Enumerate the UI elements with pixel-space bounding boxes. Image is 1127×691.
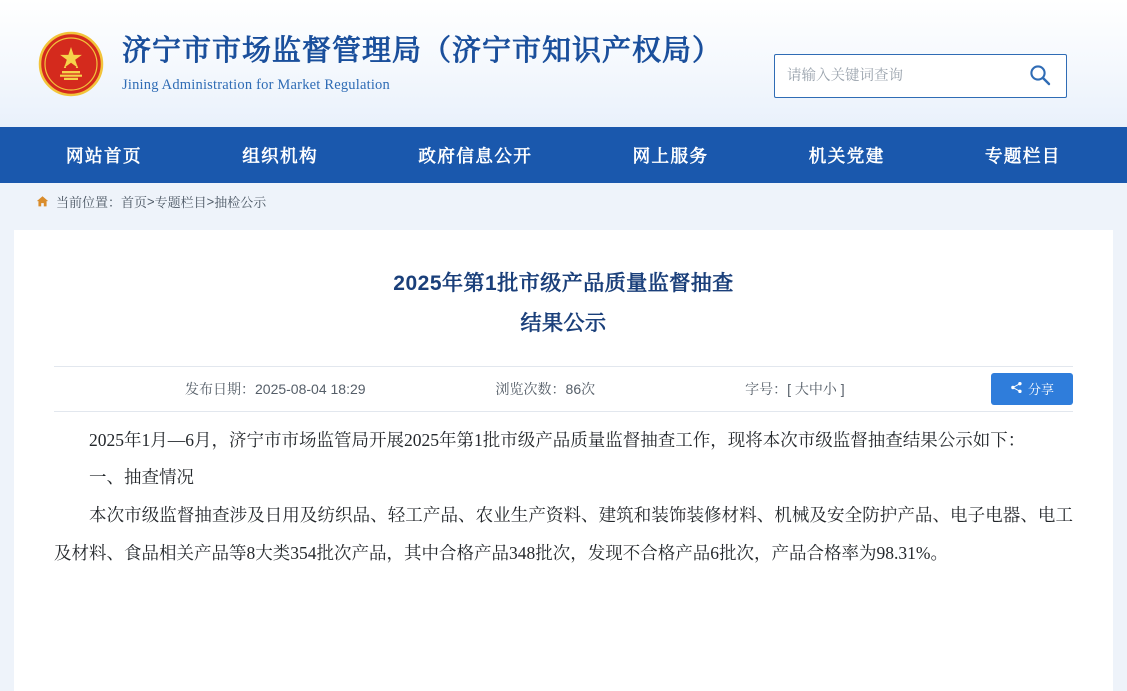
site-title-en: Jining Administration for Market Regulation xyxy=(122,76,390,93)
breadcrumb-item-current: 抽检公示 xyxy=(214,195,267,210)
nav-item-topics[interactable]: 专题栏目 xyxy=(984,145,1061,166)
search-input[interactable] xyxy=(775,55,1014,97)
search-icon xyxy=(1028,63,1052,90)
national-emblem-icon xyxy=(38,31,104,97)
main-nav xyxy=(0,127,1127,183)
share-button[interactable] xyxy=(991,373,1073,405)
breadcrumb-item-topics[interactable]: 专题栏目 xyxy=(154,195,207,210)
article-paragraph-2: 一、抽查情况 xyxy=(89,467,194,488)
article-paragraph-3: 本次市级监督抽查涉及日用及纺织品、轻工产品、农业生产资料、建筑和装饰装修材料、机械及安全防护产品、电子电器、电工及材料、食品相关产品等8大类354批次产品，其中合格产品348批次，发现不合格产品6批次，产品合格率为98.31%。 xyxy=(54,505,1073,563)
article-body xyxy=(54,422,1073,573)
article-paragraph-1: 2025年1月—6月，济宁市市场监管局开展2025年第1批市级产品质量监督抽查工作，现将本次市级监督抽查结果公示如下： xyxy=(89,429,1026,450)
page-title-line1: 2025年第1批市级产品质量监督抽查 xyxy=(393,272,734,295)
page-title-line2: 结果公示 xyxy=(520,311,607,335)
nav-item-home[interactable]: 网站首页 xyxy=(66,145,142,166)
breadcrumb-separator-1: > xyxy=(147,194,155,209)
breadcrumb-item-home[interactable]: 首页 xyxy=(121,195,148,210)
views-label: 浏览次数： xyxy=(495,380,566,397)
breadcrumb xyxy=(0,183,1127,220)
article-meta-bar xyxy=(54,366,1073,412)
nav-item-online[interactable]: 网上服务 xyxy=(632,145,709,166)
site-title-cn: 济宁市市场监督管理局（济宁市知识产权局） xyxy=(122,35,723,68)
nav-item-party[interactable]: 机关党建 xyxy=(808,145,885,166)
content-wrapper xyxy=(0,220,1127,691)
site-title-block xyxy=(122,33,722,93)
nav-item-gov-info[interactable]: 政府信息公开 xyxy=(418,145,533,166)
home-icon xyxy=(36,195,49,208)
article-container xyxy=(14,230,1113,691)
share-icon xyxy=(1010,381,1023,397)
fontsize-options[interactable]: [ 大中小 ] xyxy=(787,380,845,397)
breadcrumb-separator-2: > xyxy=(206,194,215,209)
publish-date-label: 发布日期： xyxy=(185,380,255,397)
fontsize-label: 字号： xyxy=(745,380,788,397)
views-value: 86次 xyxy=(565,380,596,397)
share-label: 分享 xyxy=(1027,382,1054,398)
site-header xyxy=(0,0,1127,127)
search-box[interactable] xyxy=(774,54,1067,98)
nav-item-org[interactable]: 组织机构 xyxy=(242,145,319,166)
breadcrumb-prefix: 当前位置： xyxy=(56,195,122,210)
publish-date-value: 2025-08-04 18:29 xyxy=(255,380,366,397)
search-button[interactable] xyxy=(1014,55,1066,97)
